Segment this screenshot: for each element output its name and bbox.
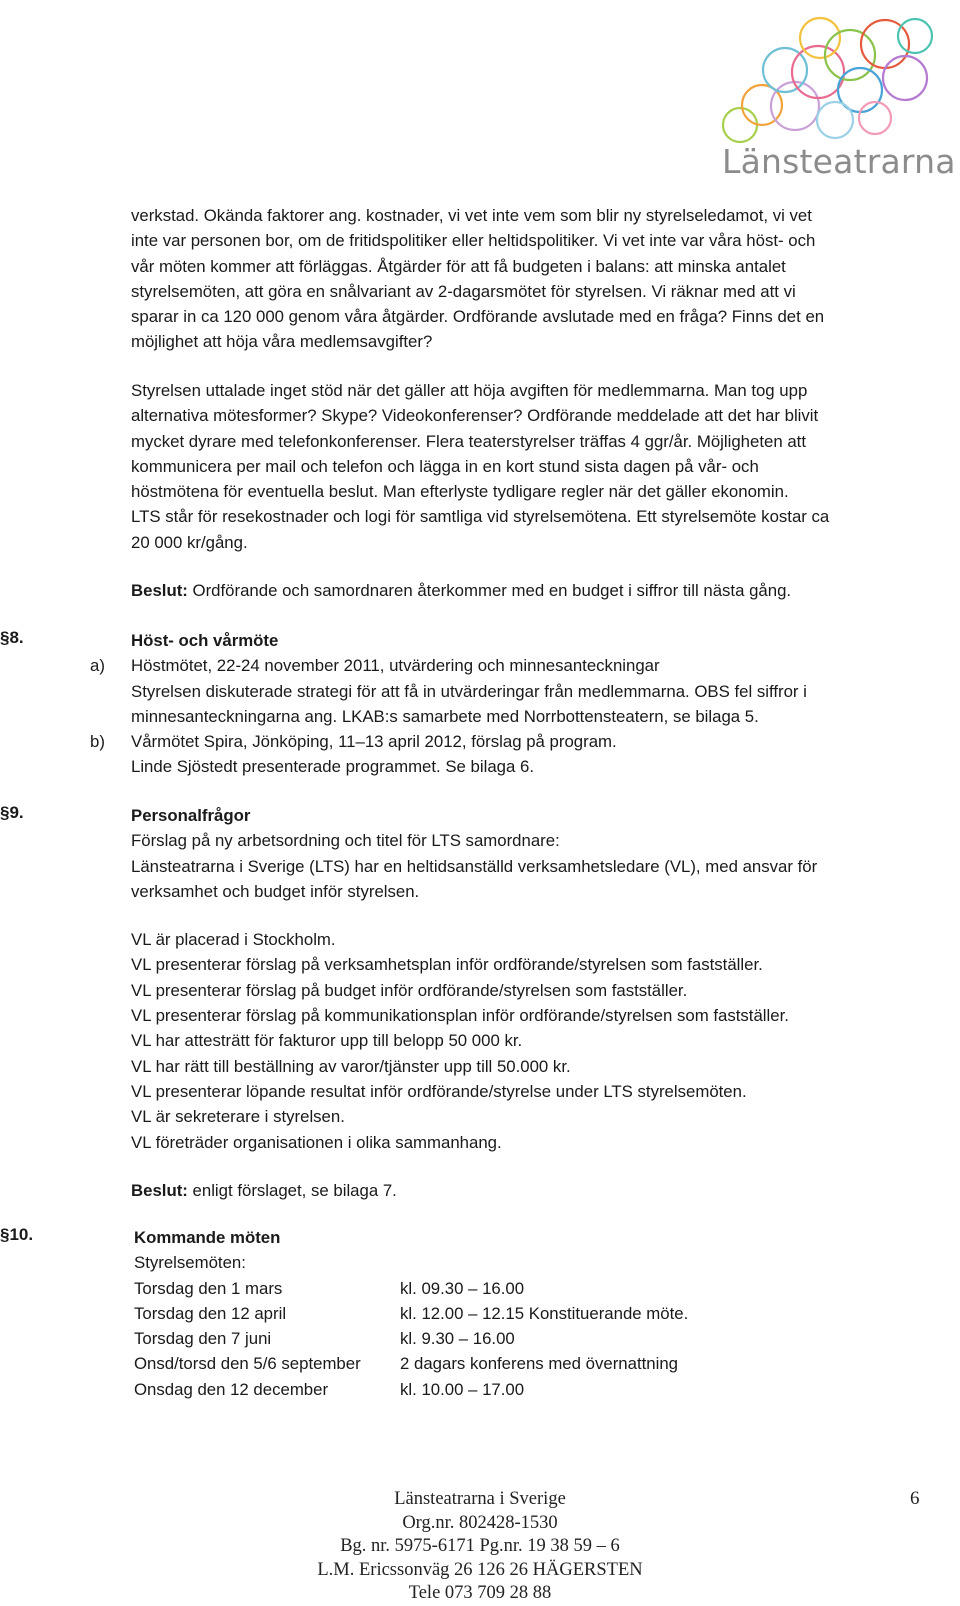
text-line: verkstad. Okända faktorer ang. kostnader, vi vet inte vem som blir ny styrelseledamot, vi vet bbox=[131, 206, 812, 225]
text-line: Länsteatrarna i Sverige (LTS) har en heltidsanställd verksamhetsledare (VL), med ansvar för bbox=[131, 856, 818, 876]
text-line: kommunicera per mail och telefon och lägga in en kort stund sista dagen på vår- och bbox=[131, 456, 759, 476]
footer-line: Bg. nr. 5975-6171 Pg.nr. 19 38 59 – 6 bbox=[340, 1536, 620, 1556]
intro-paragraph bbox=[131, 203, 931, 355]
text-line: höstmötena för eventuella beslut. Man efterlyste tydligare regler när det gäller ekonomin. bbox=[131, 482, 789, 502]
decision-label: Beslut: bbox=[131, 1180, 188, 1200]
section-8 bbox=[90, 628, 931, 780]
footer-line: Länsteatrarna i Sverige bbox=[394, 1489, 566, 1509]
page-footer bbox=[0, 1488, 960, 1606]
meeting-time: kl. 9.30 – 16.00 bbox=[400, 1329, 515, 1349]
meeting-row bbox=[134, 1377, 934, 1402]
text-line: VL har attesträtt för fakturor upp till belopp 50 000 kr. bbox=[131, 1031, 523, 1051]
footer-line: Org.nr. 802428-1530 bbox=[402, 1512, 558, 1533]
text-line: minnesanteckningarna ang. LKAB:s samarbete med Norrbottensteatern, se bilaga 5. bbox=[131, 706, 759, 726]
footer-line: Tele 073 709 28 88 bbox=[408, 1583, 552, 1603]
page-number: 6 bbox=[910, 1488, 920, 1509]
decision-budget bbox=[131, 578, 931, 603]
text-line: sparar in ca 120 000 genom våra åtgärder. Ordförande avslutade med en fråga? Finns det en bbox=[131, 307, 825, 327]
item-label: a) bbox=[90, 656, 105, 676]
text-line: Vårmötet Spira, Jönköping, 11–13 april 2012, förslag på program. bbox=[131, 732, 617, 752]
meeting-row bbox=[134, 1326, 934, 1351]
text-line: inte var personen bor, om de fritidspolitiker eller heltidspolitiker. Vi vet inte var våra höst- och bbox=[131, 231, 816, 251]
text-line: mycket dyrare med telefonkonferenser. Flera teaterstyrelser träffas 4 ggr/år. Möjligheten att bbox=[131, 431, 806, 451]
section-9-title: Personalfrågor bbox=[131, 806, 251, 825]
item-label: b) bbox=[90, 732, 105, 752]
meeting-time: kl. 09.30 – 16.00 bbox=[400, 1278, 525, 1298]
section-8-item-a bbox=[90, 653, 931, 729]
decision-personnel bbox=[131, 1178, 931, 1203]
text-line: VL presenterar löpande resultat inför ordförande/styrelse under LTS styrelsemöten. bbox=[131, 1081, 747, 1101]
logo-wordmark: Länsteatrarna bbox=[722, 142, 956, 181]
text-line: VL är placerad i Stockholm. bbox=[131, 930, 336, 950]
section-10-title: Kommande möten bbox=[134, 1228, 281, 1247]
meeting-date: Torsdag den 12 april bbox=[134, 1303, 287, 1323]
meeting-date: Torsdag den 1 mars bbox=[134, 1278, 283, 1298]
meeting-time: kl. 12.00 – 12.15 Konstituerande möte. bbox=[400, 1303, 689, 1323]
text-line: Styrelsen diskuterade strategi för att få in utvärderingar från medlemmarna. OBS fel siffror i bbox=[131, 681, 807, 701]
text-line: LTS står för resekostnader och logi för samtliga vid styrelsemötena. Ett styrelsemöte kostar ca bbox=[131, 507, 830, 527]
text-line: alternativa mötesformer? Skype? Videokonferenser? Ordförande meddelade att det har blivit bbox=[131, 406, 819, 426]
decision-text: enligt förslaget, se bilaga 7. bbox=[187, 1180, 397, 1200]
text-line: Linde Sjöstedt presenterade programmet. Se bilaga 6. bbox=[131, 757, 534, 777]
text-line: vår möten kommer att förläggas. Åtgärder för att få budgeten i balans: att minska antalet bbox=[131, 256, 786, 276]
footer-line: L.M. Ericssonväg 26 126 26 HÄGERSTEN bbox=[317, 1559, 643, 1580]
text-line: VL har rätt till beställning av varor/tjänster upp till 50.000 kr. bbox=[131, 1056, 571, 1076]
meeting-date: Onsdag den 12 december bbox=[134, 1379, 329, 1399]
meeting-date: Onsd/torsd den 5/6 september bbox=[134, 1354, 361, 1374]
text-line: VL presenterar förslag på kommunikationsplan inför ordförande/styrelsen som fastställer. bbox=[131, 1006, 789, 1026]
meeting-time: 2 dagars konferens med övernattning bbox=[400, 1354, 678, 1374]
text-line: möjlighet att höja våra medlemsavgifter? bbox=[131, 332, 433, 352]
meeting-date: Torsdag den 7 juni bbox=[134, 1329, 272, 1349]
meetings-subtitle: Styrelsemöten: bbox=[134, 1253, 246, 1273]
text-line: VL företräder organisationen i olika sammanhang. bbox=[131, 1132, 502, 1152]
meeting-row bbox=[134, 1276, 934, 1301]
meeting-row bbox=[134, 1301, 934, 1326]
text-line: 20 000 kr/gång. bbox=[131, 532, 248, 552]
text-line: styrelsemöten, att göra en snålvariant av 2-dagarsmötet för styrelsen. Vi räknar med att vi bbox=[131, 281, 796, 301]
text-line: VL presenterar förslag på budget inför ordförande/styrelsen som fastställer. bbox=[131, 980, 688, 1000]
section-10-number: §10. bbox=[0, 1225, 34, 1244]
text-line: VL är sekreterare i styrelsen. bbox=[131, 1107, 345, 1127]
section-8-number: §8. bbox=[0, 628, 24, 647]
section-9 bbox=[131, 803, 931, 1203]
text-line: VL presenterar förslag på verksamhetsplan inför ordförande/styrelsen som fastställer. bbox=[131, 955, 763, 975]
section-10 bbox=[134, 1225, 934, 1402]
text-line: Förslag på ny arbetsordning och titel för LTS samordnare: bbox=[131, 831, 560, 851]
decision-label: Beslut: bbox=[131, 581, 188, 600]
section-9-number: §9. bbox=[0, 803, 24, 822]
meeting-row bbox=[134, 1351, 934, 1376]
meeting-time: kl. 10.00 – 17.00 bbox=[400, 1379, 525, 1399]
text-line: verksamhet och budget inför styrelsen. bbox=[131, 881, 420, 901]
board-paragraph bbox=[131, 378, 931, 555]
decision-text: Ordförande och samordnaren återkommer med en budget i siffror till nästa gång. bbox=[187, 581, 792, 600]
section-8-item-b bbox=[90, 729, 931, 780]
text-line: Höstmötet, 22-24 november 2011, utvärdering och minnesanteckningar bbox=[131, 656, 660, 676]
section-8-title: Höst- och vårmöte bbox=[131, 631, 279, 650]
text-line: Styrelsen uttalade inget stöd när det gäller att höja avgiften för medlemmarna. Man tog upp bbox=[131, 381, 808, 400]
